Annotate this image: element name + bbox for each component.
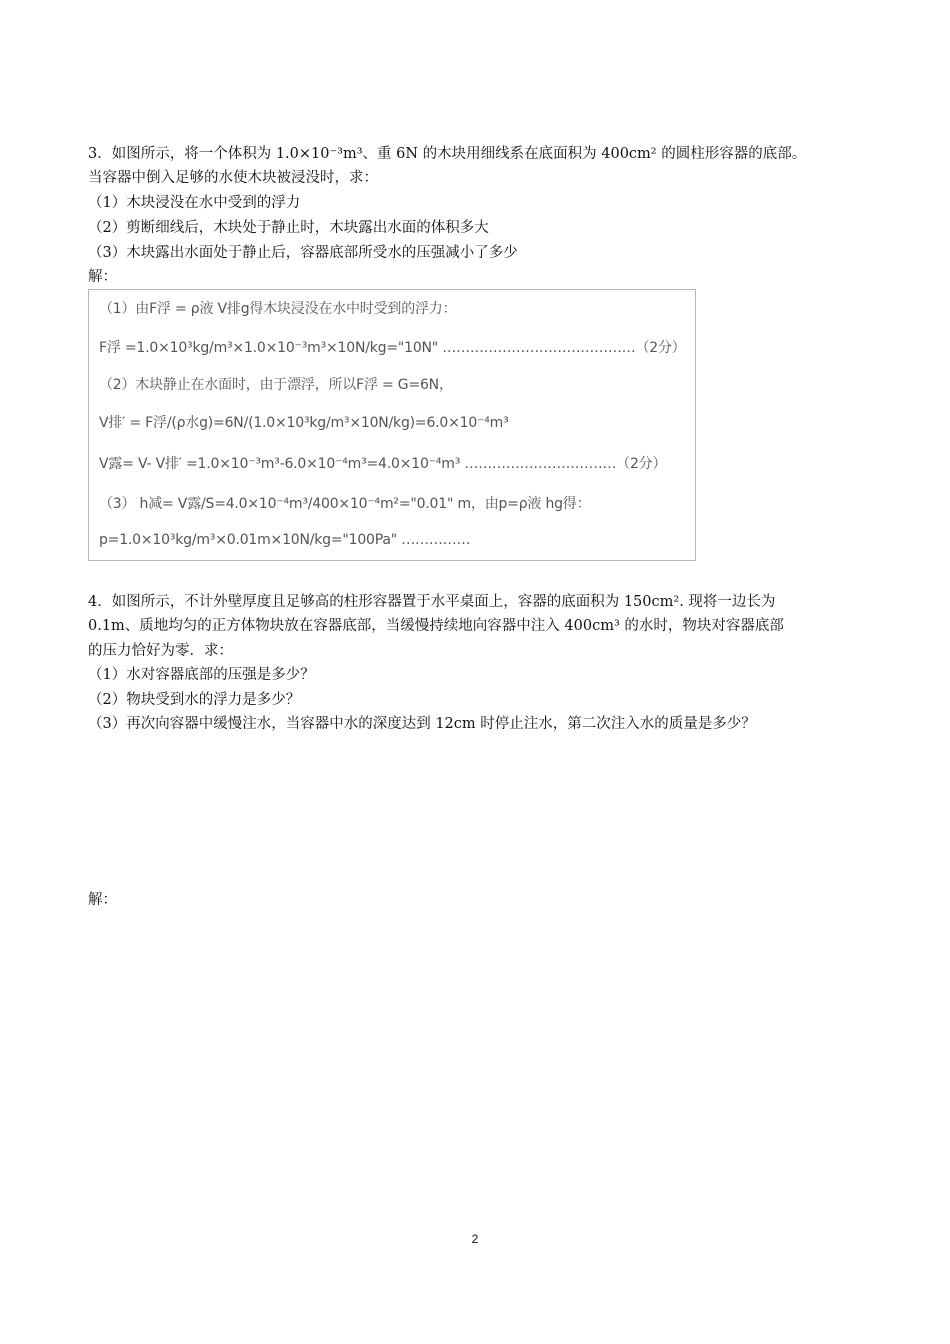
solution-line: （2）木块静止在水面时，由于漂浮，所以F浮 = G=6N， — [99, 377, 453, 393]
q3-subquestion-1: （1）木块浸没在水中受到的浮力 — [88, 195, 301, 211]
solution-line: V排′ = F浮/(ρ水g)=6N/(1.0×10³kg/m³×10N/kg)=6.0×10⁻⁴m³ — [99, 415, 509, 431]
q4-subquestion-3: （3）再次向容器中缓慢注水，当容器中水的深度达到 12cm 时停止注水，第二次注入水的质量是多少？ — [88, 716, 756, 732]
q3-stem-line2: 当容器中倒入足够的水使木块被浸没时，求： — [88, 170, 378, 186]
q4-answer-label: 解： — [88, 892, 117, 908]
q3-answer-label: 解： — [88, 269, 117, 285]
page-number: 2 — [471, 1232, 479, 1246]
solution-line: V露= V- V排′ =1.0×10⁻³m³-6.0×10⁻⁴m³=4.0×10⁻⁴m³ ……………………………（2分） — [99, 456, 667, 472]
q3-stem-line1: 3．如图所示，将一个体积为 1.0×10⁻³m³、重 6N 的木块用细线系在底面积为 400cm² 的圆柱形容器的底部。 — [88, 146, 807, 162]
solution-line: p=1.0×10³kg/m³×0.01m×10N/kg="100Pa" …………… — [99, 532, 471, 548]
solution-line: F浮 =1.0×10³kg/m³×1.0×10⁻³m³×10N/kg="10N" ……………………………………（2分） — [99, 340, 686, 356]
solution-image-box — [88, 289, 696, 561]
q4-subquestion-2: （2）物块受到水的浮力是多少？ — [88, 692, 301, 708]
solution-line: （1）由F浮 = ρ液 V排g得木块浸没在水中时受到的浮力： — [99, 301, 457, 317]
q3-subquestion-2: （2）剪断细线后，木块处于静止时，木块露出水面的体积多大 — [88, 220, 489, 236]
q4-stem-line1: 4．如图所示，不计外壁厚度且足够高的柱形容器置于水平桌面上，容器的底面积为 150cm². 现将一边长为 — [88, 594, 776, 610]
q4-stem-line3: 的压力恰好为零．求： — [88, 643, 233, 659]
q3-subquestion-3: （3）木块露出水面处于静止后，容器底部所受水的压强减小了多少 — [88, 245, 518, 261]
q4-subquestion-1: （1）水对容器底部的压强是多少？ — [88, 667, 315, 683]
solution-line: （3） h减= V露/S=4.0×10⁻⁴m³/400×10⁻⁴m²="0.01" m，由p=ρ液 hg得： — [99, 496, 591, 512]
q4-stem-line2: 0.1m、质地均匀的正方体物块放在容器底部，当缓慢持续地向容器中注入 400cm³ 的水时，物块对容器底部 — [88, 618, 784, 634]
